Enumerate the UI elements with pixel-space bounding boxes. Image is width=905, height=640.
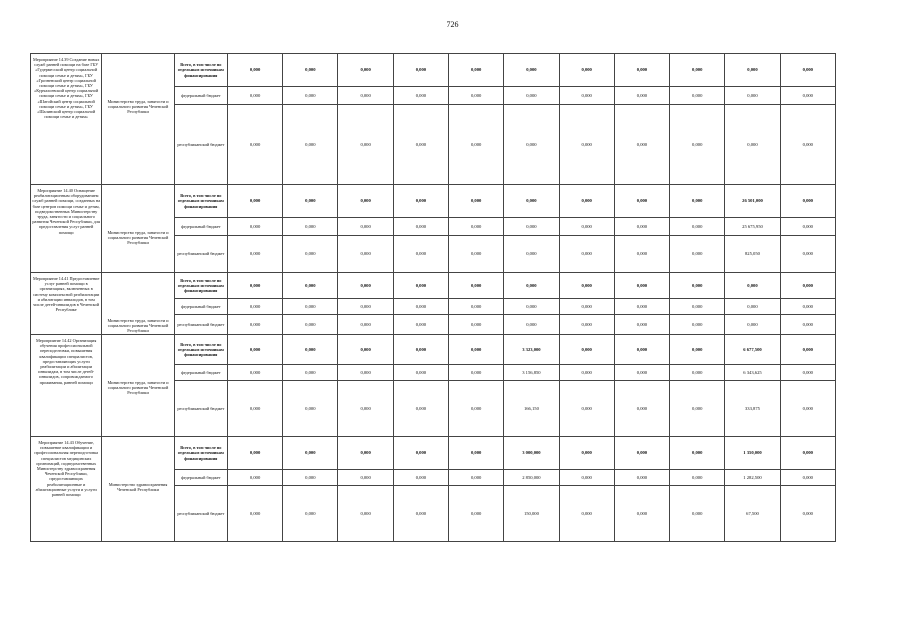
value-cell: 0,000	[559, 218, 614, 236]
value-cell: 0,000	[227, 365, 282, 381]
value-cell: 0,000	[670, 437, 725, 470]
value-cell: 0,000	[614, 486, 669, 542]
executor-cell: Министерство труда, занятости и социального развития Чеченской Республики	[102, 54, 174, 185]
funding-source-cell: республиканский бюджет	[174, 381, 227, 437]
value-cell: 0,000	[338, 381, 393, 437]
value-cell: 0,000	[559, 315, 614, 335]
value-cell: 0,000	[780, 315, 835, 335]
value-cell: 0,000	[504, 87, 559, 105]
value-cell: 25 675,950	[725, 218, 780, 236]
value-cell: 0,000	[393, 335, 448, 365]
value-cell: 0,000	[449, 335, 504, 365]
value-cell: 6 343,625	[725, 365, 780, 381]
value-cell: 0,000	[614, 315, 669, 335]
funding-source-cell: федеральный бюджет	[174, 218, 227, 236]
value-cell: 0,000	[670, 105, 725, 185]
value-cell: 0,000	[614, 335, 669, 365]
value-cell: 0,000	[283, 470, 338, 486]
table-row	[31, 273, 836, 299]
value-cell: 0,000	[393, 365, 448, 381]
value-cell: 0,000	[283, 54, 338, 87]
value-cell: 0,000	[559, 470, 614, 486]
value-cell: 0,000	[338, 437, 393, 470]
table-row	[31, 185, 836, 218]
value-cell: 0,000	[559, 273, 614, 299]
value-cell: 825,050	[725, 236, 780, 273]
value-cell: 0,000	[283, 486, 338, 542]
value-cell: 0,000	[504, 315, 559, 335]
value-cell: 0,000	[559, 437, 614, 470]
value-cell: 0,000	[338, 185, 393, 218]
value-cell: 0,000	[227, 87, 282, 105]
value-cell: 0,000	[780, 105, 835, 185]
value-cell: 0,000	[338, 87, 393, 105]
funding-source-cell: республиканский бюджет	[174, 236, 227, 273]
value-cell: 0,000	[780, 486, 835, 542]
value-cell: 0,000	[614, 218, 669, 236]
value-cell: 0,000	[338, 486, 393, 542]
value-cell: 0,000	[393, 218, 448, 236]
value-cell: 0,000	[780, 470, 835, 486]
value-cell: 0,000	[725, 315, 780, 335]
value-cell: 333,875	[725, 381, 780, 437]
budget-table	[30, 53, 836, 542]
value-cell: 0,000	[559, 105, 614, 185]
value-cell: 0,000	[780, 299, 835, 315]
funding-source-cell: федеральный бюджет	[174, 87, 227, 105]
value-cell: 0,000	[780, 381, 835, 437]
value-cell: 0,000	[780, 54, 835, 87]
value-cell: 0,000	[449, 236, 504, 273]
value-cell: 0,000	[670, 470, 725, 486]
value-cell: 0,000	[338, 365, 393, 381]
executor-cell: Министерство труда, занятости и социального развития Чеченской Республики	[102, 335, 174, 437]
value-cell: 0,000	[393, 236, 448, 273]
value-cell: 0,000	[670, 236, 725, 273]
value-cell: 0,000	[227, 437, 282, 470]
value-cell: 0,000	[227, 315, 282, 335]
value-cell: 0,000	[283, 273, 338, 299]
value-cell: 0,000	[449, 365, 504, 381]
value-cell: 0,000	[393, 486, 448, 542]
value-cell: 0,000	[780, 236, 835, 273]
value-cell: 0,000	[449, 218, 504, 236]
funding-source-cell: Всего, в том числе по отдельным источникам финансирования	[174, 437, 227, 470]
value-cell: 0,000	[559, 299, 614, 315]
value-cell: 0,000	[393, 437, 448, 470]
value-cell: 0,000	[227, 273, 282, 299]
value-cell: 0,000	[449, 273, 504, 299]
value-cell: 0,000	[393, 299, 448, 315]
value-cell: 0,000	[338, 105, 393, 185]
value-cell: 0,000	[227, 236, 282, 273]
value-cell: 0,000	[670, 87, 725, 105]
value-cell: 0,000	[338, 236, 393, 273]
value-cell: 0,000	[227, 299, 282, 315]
value-cell: 0,000	[504, 218, 559, 236]
value-cell: 0,000	[227, 185, 282, 218]
value-cell: 0,000	[227, 335, 282, 365]
value-cell: 0,000	[614, 105, 669, 185]
page-number: 726	[446, 20, 459, 29]
value-cell: 0,000	[449, 299, 504, 315]
value-cell: 0,000	[559, 87, 614, 105]
value-cell: 0,000	[504, 105, 559, 185]
value-cell: 0,000	[283, 185, 338, 218]
value-cell: 0,000	[393, 105, 448, 185]
value-cell: 0,000	[670, 218, 725, 236]
value-cell: 0,000	[504, 299, 559, 315]
table-row	[31, 437, 836, 470]
value-cell: 0,000	[614, 185, 669, 218]
value-cell: 0,000	[780, 87, 835, 105]
value-cell: 0,000	[559, 335, 614, 365]
value-cell: 0,000	[227, 54, 282, 87]
value-cell: 0,000	[614, 273, 669, 299]
measure-cell: Мероприятие 14.43 Обучение, повышение квалификации и профессиональная переподготовка специалистов медицинских организаций, подведомственных Министерству здравоохранения Чеченской Республики, предоставляющих реабилитационные и абилитационные услуги и услуги ранней помощи	[31, 437, 102, 542]
value-cell: 0,000	[614, 54, 669, 87]
value-cell: 0,000	[670, 365, 725, 381]
value-cell: 0,000	[725, 87, 780, 105]
value-cell: 0,000	[780, 273, 835, 299]
value-cell: 0,000	[227, 486, 282, 542]
value-cell: 0,000	[504, 185, 559, 218]
table-row	[31, 54, 836, 87]
value-cell: 0,000	[780, 365, 835, 381]
value-cell: 2 850,000	[504, 470, 559, 486]
value-cell: 0,000	[614, 470, 669, 486]
value-cell: 0,000	[338, 470, 393, 486]
value-cell: 0,000	[670, 185, 725, 218]
value-cell: 0,000	[614, 437, 669, 470]
value-cell: 0,000	[614, 365, 669, 381]
value-cell: 0,000	[559, 185, 614, 218]
value-cell: 0,000	[338, 273, 393, 299]
funding-source-cell: федеральный бюджет	[174, 299, 227, 315]
funding-source-cell: Всего, в том числе по отдельным источникам финансирования	[174, 185, 227, 218]
value-cell: 0,000	[283, 437, 338, 470]
value-cell: 0,000	[449, 105, 504, 185]
funding-source-cell: Всего, в том числе по отдельным источникам финансирования	[174, 273, 227, 299]
executor-cell: Министерство труда, занятости и социального развития Чеченской Республики	[102, 185, 174, 273]
value-cell: 0,000	[227, 470, 282, 486]
value-cell: 0,000	[338, 54, 393, 87]
value-cell: 1 350,000	[725, 437, 780, 470]
value-cell: 0,000	[614, 236, 669, 273]
table-body	[31, 54, 836, 542]
value-cell: 0,000	[614, 87, 669, 105]
value-cell: 0,000	[504, 54, 559, 87]
value-cell: 0,000	[559, 486, 614, 542]
funding-source-cell: республиканский бюджет	[174, 315, 227, 335]
funding-source-cell: Всего, в том числе по отдельным источникам финансирования	[174, 335, 227, 365]
value-cell: 0,000	[338, 315, 393, 335]
value-cell: 0,000	[449, 54, 504, 87]
value-cell: 0,000	[449, 87, 504, 105]
value-cell: 3 156,850	[504, 365, 559, 381]
value-cell: 0,000	[227, 105, 282, 185]
value-cell: 0,000	[227, 381, 282, 437]
value-cell: 0,000	[670, 335, 725, 365]
value-cell: 0,000	[283, 218, 338, 236]
value-cell: 0,000	[670, 273, 725, 299]
value-cell: 67,500	[725, 486, 780, 542]
value-cell: 0,000	[670, 486, 725, 542]
value-cell: 0,000	[449, 486, 504, 542]
measure-cell: Мероприятие 14.41 Предоставление услуг ранней помощи в организациях, включенных в систему комплексной реабилитации и абилитации инвалидов, в том числе детей-инвалидов в Чеченской Республике	[31, 273, 102, 335]
value-cell: 0,000	[559, 54, 614, 87]
value-cell: 0,000	[614, 299, 669, 315]
value-cell: 0,000	[393, 315, 448, 335]
value-cell: 166,150	[504, 381, 559, 437]
value-cell: 0,000	[670, 299, 725, 315]
value-cell: 0,000	[780, 218, 835, 236]
funding-source-cell: республиканский бюджет	[174, 105, 227, 185]
value-cell: 0,000	[283, 335, 338, 365]
value-cell: 0,000	[670, 315, 725, 335]
funding-source-cell: Всего, в том числе по отдельным источникам финансирования	[174, 54, 227, 87]
value-cell: 0,000	[559, 365, 614, 381]
funding-source-cell: федеральный бюджет	[174, 470, 227, 486]
value-cell: 0,000	[393, 185, 448, 218]
measure-cell: Мероприятие 14.39 Создание новых служб ранней помощи на базе ГБУ «Гудермесский центр социальной помощи семье и детям», ГБУ «Грозненский центр социальной помощи семье и детям», ГБУ «Курчалоевский центр социальной помощи семье и детям», ГБУ «Шатойский центр социальной помощи семье и детям», ГБУ «Шалинский центр социальной помощи семье и детям»	[31, 54, 102, 185]
value-cell: 0,000	[338, 335, 393, 365]
value-cell: 0,000	[283, 381, 338, 437]
value-cell: 0,000	[449, 185, 504, 218]
value-cell: 0,000	[283, 105, 338, 185]
value-cell: 0,000	[283, 87, 338, 105]
value-cell: 0,000	[449, 315, 504, 335]
value-cell: 0,000	[393, 273, 448, 299]
executor-cell: Министерство труда, занятости и социального развития Чеченской Республики	[102, 273, 174, 335]
value-cell: 0,000	[393, 470, 448, 486]
value-cell: 0,000	[559, 381, 614, 437]
value-cell: 3 000,000	[504, 437, 559, 470]
value-cell: 0,000	[725, 105, 780, 185]
value-cell: 0,000	[338, 299, 393, 315]
value-cell: 0,000	[449, 381, 504, 437]
value-cell: 0,000	[725, 273, 780, 299]
value-cell: 0,000	[614, 381, 669, 437]
value-cell: 0,000	[227, 218, 282, 236]
value-cell: 0,000	[393, 381, 448, 437]
value-cell: 0,000	[504, 273, 559, 299]
measure-cell: Мероприятие 14.42 Организация обучения профессиональной переподготовки, повышения квалификации специалистов, предоставляющих услуги реабилитации и абилитации инвалидам, в том числе детей-инвалидов, сопровождаемого проживания, ранней помощи	[31, 335, 102, 437]
value-cell: 0,000	[559, 236, 614, 273]
funding-source-cell: республиканский бюджет	[174, 486, 227, 542]
value-cell: 26 501,000	[725, 185, 780, 218]
value-cell: 0,000	[725, 54, 780, 87]
value-cell: 0,000	[449, 437, 504, 470]
funding-source-cell: федеральный бюджет	[174, 365, 227, 381]
value-cell: 0,000	[283, 299, 338, 315]
value-cell: 0,000	[283, 365, 338, 381]
value-cell: 0,000	[725, 299, 780, 315]
value-cell: 0,000	[780, 335, 835, 365]
table-row	[31, 335, 836, 365]
value-cell: 0,000	[670, 381, 725, 437]
value-cell: 0,000	[338, 218, 393, 236]
value-cell: 1 282,500	[725, 470, 780, 486]
value-cell: 0,000	[670, 54, 725, 87]
executor-cell: Министерство здравоохранения Чеченской Республики	[102, 437, 174, 542]
value-cell: 6 677,500	[725, 335, 780, 365]
value-cell: 0,000	[504, 236, 559, 273]
value-cell: 0,000	[393, 54, 448, 87]
value-cell: 0,000	[780, 437, 835, 470]
value-cell: 0,000	[283, 315, 338, 335]
value-cell: 3 323,000	[504, 335, 559, 365]
value-cell: 0,000	[449, 470, 504, 486]
value-cell: 0,000	[780, 185, 835, 218]
value-cell: 150,000	[504, 486, 559, 542]
measure-cell: Мероприятие 14.40 Оснащение реабилитационным оборудованием служб ранней помощи, созданных на базе центров помощи семье и детям, подведомственных Министерству труда, занятости и социального развития Чеченской Республики, для предоставления услуг ранней помощи	[31, 185, 102, 273]
value-cell: 0,000	[393, 87, 448, 105]
value-cell: 0,000	[283, 236, 338, 273]
